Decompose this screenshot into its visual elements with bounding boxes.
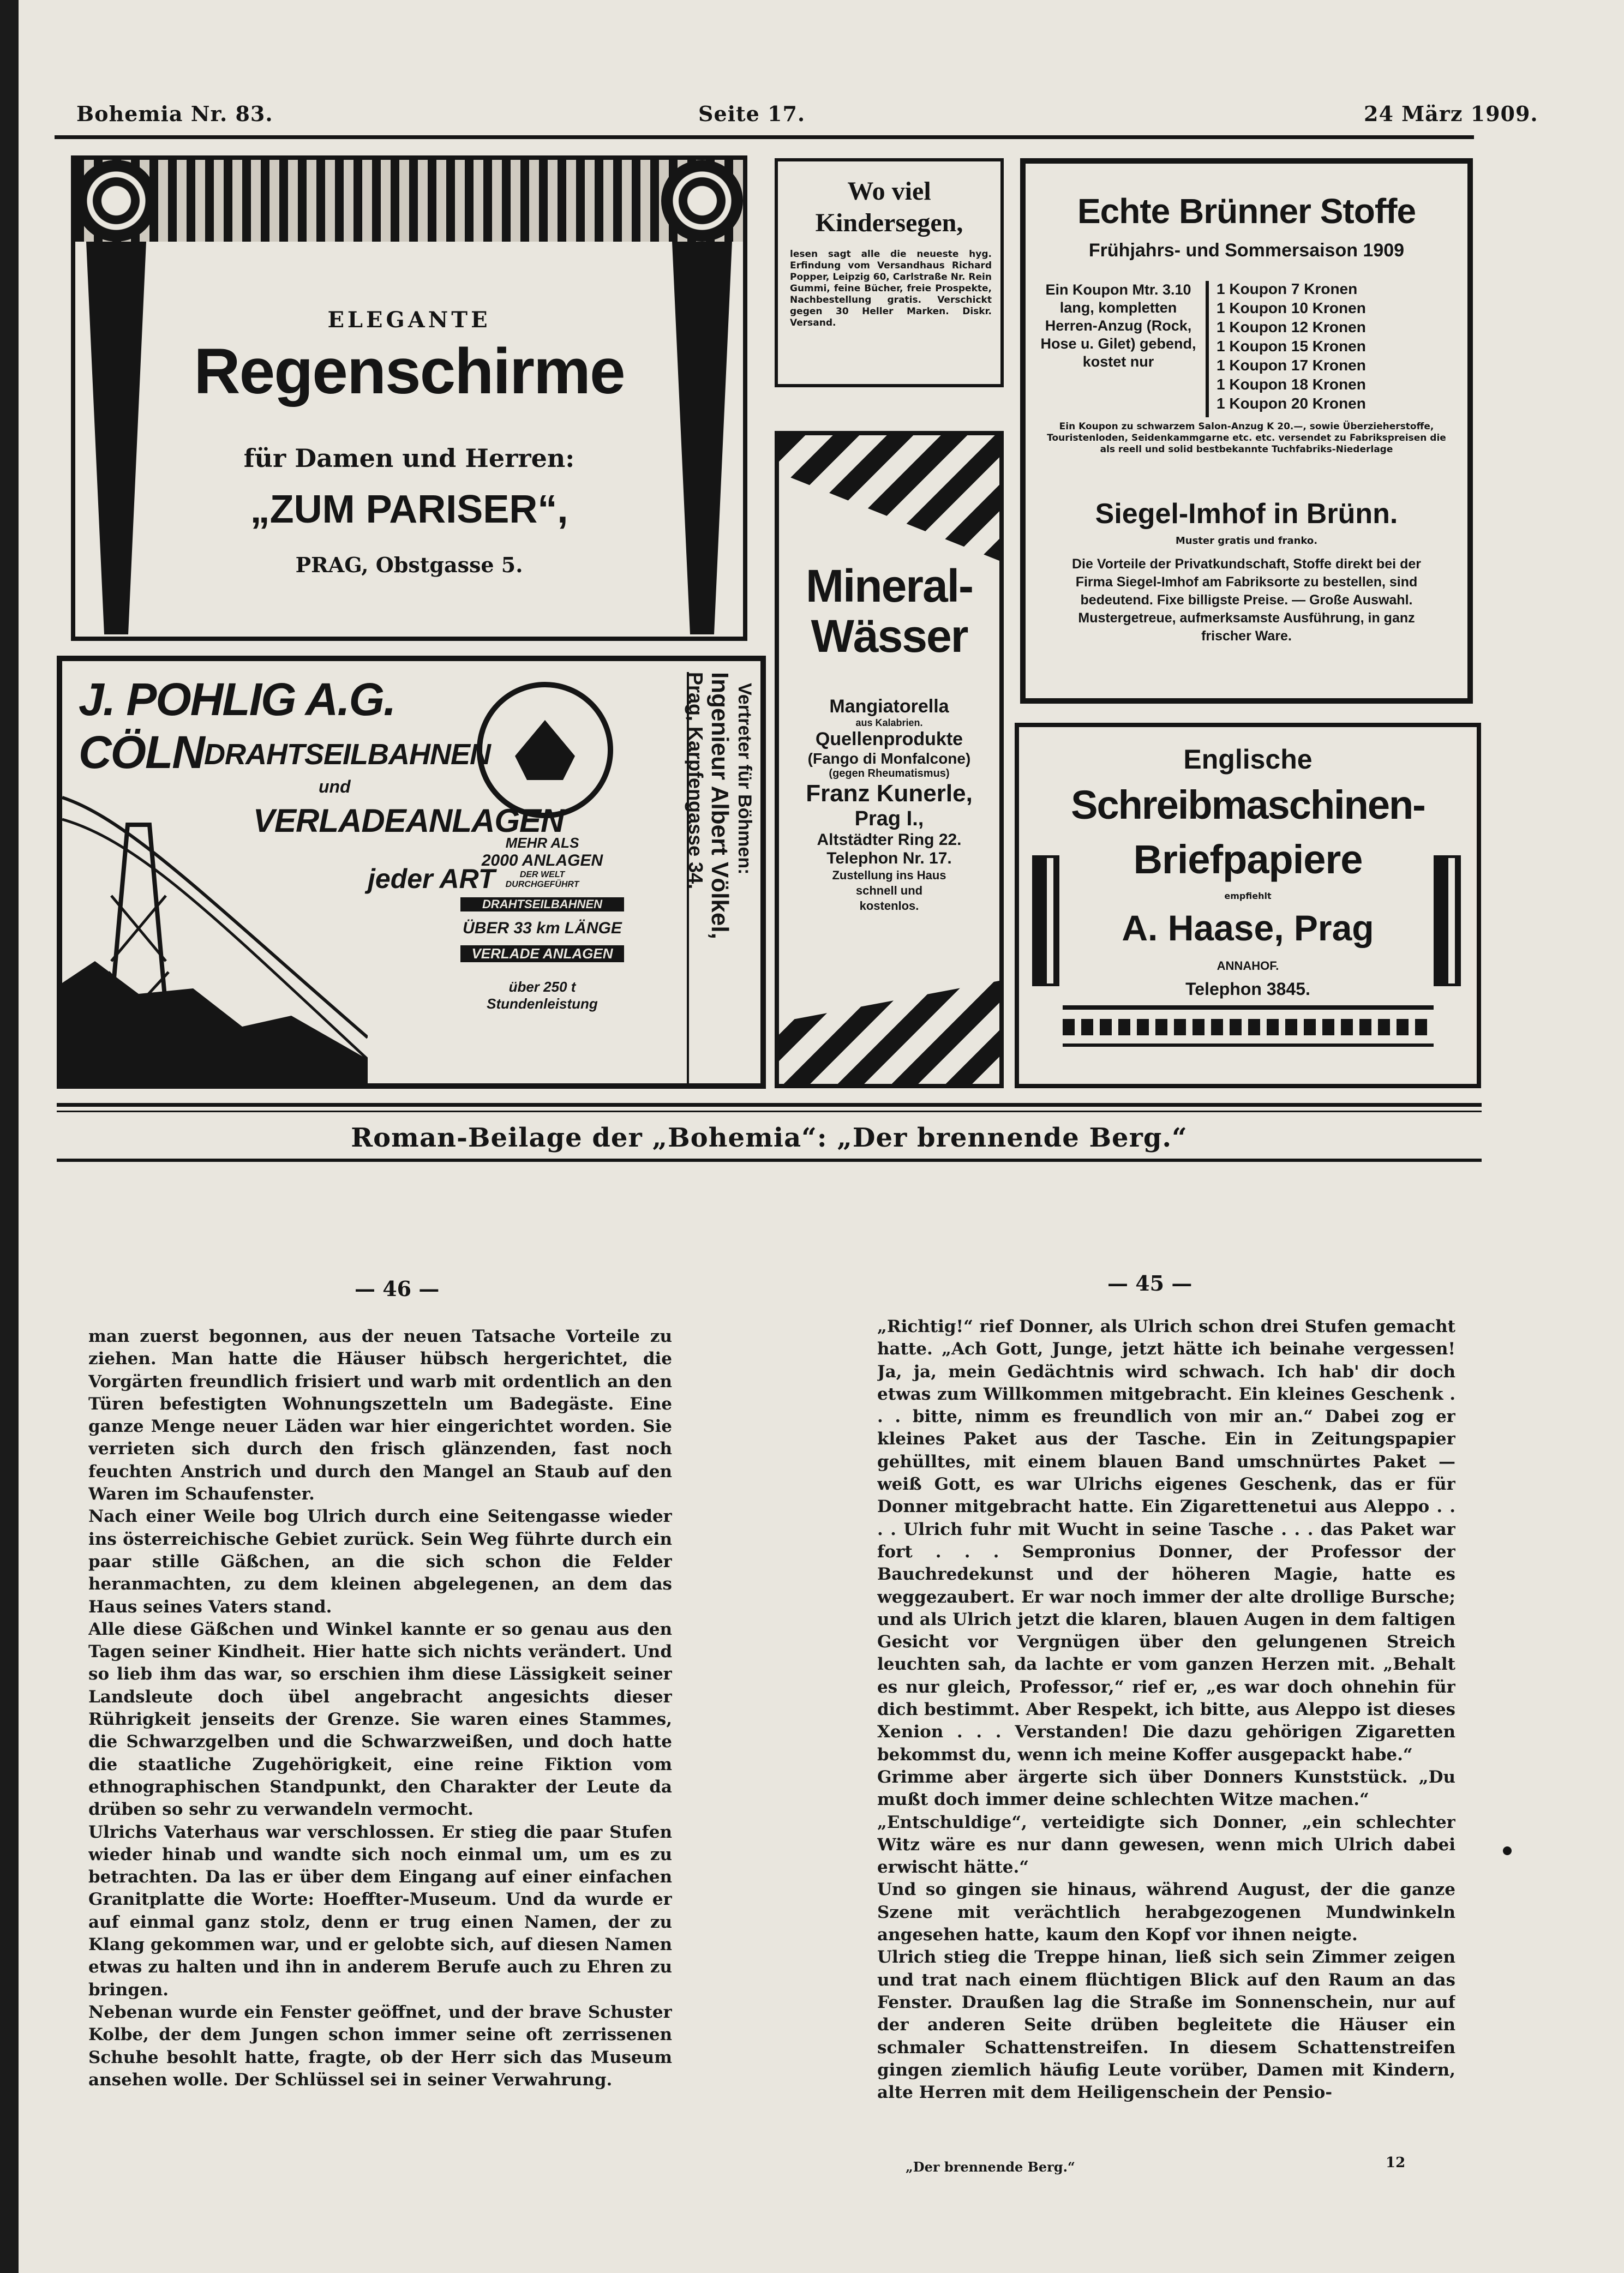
ad-bruenner-firm: Siegel-Imhof in Brünn.: [1095, 498, 1398, 530]
right-page-number: — 45 —: [1107, 1271, 1192, 1296]
ad-kindersegen-body: lesen sagt alle die neueste hyg. Erfindung vom Versandhaus Richard Popper, Leipzig 60, Carlstraße Nr. Rein Gummi, feine Bücher, freie Prospekte, Nachbestellung gratis. Verschickt gegen 30 Heller Marken. Diskr. Versand.: [790, 249, 992, 328]
haase-border-squares: [1063, 1019, 1434, 1035]
header-page: Seite 17.: [698, 101, 806, 126]
fact: ÜBER 33 km LÄNGE: [463, 919, 622, 937]
ad-pohlig-sub4: jeder ART: [368, 863, 495, 894]
ad-pohlig: [57, 656, 766, 1089]
ad-bruenner-title: Echte Brünner Stoffe: [1077, 191, 1416, 231]
ad-mineral-l5: (gegen Rheumatismus): [829, 767, 950, 779]
ad-pohlig-title: J. POHLIG A.G. CÖLN: [79, 674, 395, 778]
ad-mineral-l7: Prag I.,: [854, 807, 924, 830]
fact: MEHR ALS: [505, 835, 579, 851]
ad-haase-l2: Schreibmaschinen-: [1071, 782, 1425, 827]
ornament-top: [75, 160, 743, 242]
price-line: 1 Koupon 17 Kronen: [1216, 357, 1366, 374]
ad-umbrella-title: Regenschirme: [194, 335, 625, 407]
ad-kindersegen-title: Wo viel Kindersegen,: [815, 177, 963, 237]
ad-kindersegen: [775, 158, 1004, 387]
roman-beilage-header: Roman-Beilage der „Bohemia“: „Der brennende Berg.“: [351, 1123, 1188, 1153]
ad-pohlig-sub1: DRAHTSEILBAHNEN: [204, 738, 490, 771]
price-line: 1 Koupon 7 Kronen: [1216, 280, 1358, 297]
header-rule: [55, 135, 1474, 139]
cableway-illustration: [62, 732, 368, 1089]
ad-bruenner-prices: [1216, 279, 1462, 413]
haase-rule-bottom: [1063, 1043, 1434, 1047]
ad-haase-firm: A. Haase, Prag: [1122, 908, 1374, 948]
ad-haase-l7: Telephon 3845.: [1185, 979, 1310, 999]
ad-mineral-l3: Quellenprodukte: [815, 729, 963, 749]
ad-umbrella-store: „ZUM PARISER“,: [250, 488, 568, 531]
ad-voelkel-line1: Vertreter für Böhmen:: [734, 683, 755, 875]
header-issue: Bohemia Nr. 83.: [76, 101, 273, 126]
section-rule-top-thin: [57, 1111, 1482, 1112]
ad-pohlig-facts: [460, 835, 624, 1012]
left-column-text: man zuerst begonnen, aus der neuen Tatsache Vorteile zu ziehen. Man hatte die Häuser hübsch hergerichtet, die Vorgärten freundlich frisiert und warb mit ordentlich an den Türen befestigten Wohnungszetteln um Badegäste. Eine ganze Menge neuer Läden war hier eingerichtet worden. Sie verrieten sich durch den frisch glänzenden, fast noch feuchten Anstrich und durch den Mangel an Staub auf den Waren im Schaufenster. Nach einer Weile bog Ulrich durch eine Seitengasse wieder ins österreichische Gebiet zurück. Sein Weg führte durch ein paar stille Gäßchen, an die sich schon die Felder heranmachten, zu dem kleinen abgelegenen, an dem das Haus seines Vaters stand. Alle diese Gäßchen und Winkel kannte er so genau aus den Tagen seiner Kindheit. Hier hatte sich nichts verändert. Und so lieb ihm das war, so erschien ihm diese Lässigkeit seiner Landsleute doch übel angebracht angesichts dieser Rührigkeit jenseits der Grenze. Sie waren eines Stammes, die Schwarzgelben und die Schwarzweißen, und doch hatte die staatliche Zugehörigkeit, eine reine Fiktion vom ethnographischen Standpunkt, den Charakter der Leute da drüben so sehr zu verwandeln vermocht. Ulrichs Vaterhaus war verschlossen. Er stieg die paar Stufen wieder hinab und wandte sich noch einmal um, um es zu betrachten. Da las er über dem Eingang auf einer einfachen Granitplatte die Worte: Hoeffter-Museum. Und da wurde er auf einmal ganz stolz, denn er trug einen Namen, der zu Klang gekommen war, und er gelobte sich, auf diesen Namen etwas zu halten und ihn in anderem Berufe auch zu Ehren zu bringen. Nebenan wurde ein Fenster geöffnet, und der brave Schuster Kolbe, der dem Jungen schon immer seine oft zerrissenen Schuhe besohlt hatte, fragte, ob der Herr sich das Museum ansehen wolle. Der Schlüssel sei in seiner Verwahrung.: [88, 1327, 672, 2090]
margin-dot: [1503, 1846, 1512, 1855]
price-line: 1 Koupon 15 Kronen: [1216, 338, 1366, 355]
price-line: 1 Koupon 20 Kronen: [1216, 395, 1366, 412]
fact: VERLADE ANLAGEN: [460, 945, 624, 962]
stripe-bottom: [779, 981, 999, 1084]
ornament-left-icon: [75, 160, 157, 242]
ad-bruenner-extra: Ein Koupon zu schwarzem Salon-Anzug K 20.—, sowie Überzieherstoffe, Touristenloden, Seidenkammgarne etc. etc. versendet zu Fabrikspreisen die als reell und solid bestbekannte Tuchfabriks-Niederlage: [1047, 421, 1446, 455]
pillar-left: [86, 242, 146, 634]
ad-haase-l1: Englische: [1183, 744, 1313, 775]
ad-umbrella-line3: für Damen und Herren:: [243, 443, 575, 473]
ad-haase: [1015, 723, 1481, 1088]
ad-bruenner-offer: Ein Koupon Mtr. 3.10 lang, kompletten Herren-Anzug (Rock, Hose u. Gilet) gebend, kostet nur: [1040, 281, 1196, 370]
header-date: 24 März 1909.: [1364, 101, 1538, 126]
ad-haase-l3: Briefpapiere: [1133, 837, 1363, 882]
fact: über 250 t Stundenleistung: [487, 979, 598, 1012]
ad-umbrella-address: PRAG, Obstgasse 5.: [295, 553, 523, 577]
ad-mineral-l1: Mangiatorella: [829, 696, 949, 717]
fact: 2000 ANLAGEN: [481, 851, 603, 869]
stripe-top: [779, 435, 999, 561]
bucket-emblem-icon: [477, 682, 613, 818]
ad-bruenner-stoffe: [1020, 158, 1473, 704]
pillar-right: [672, 242, 732, 634]
ad-voelkel-line3: Prag, Karpfengasse 34.: [685, 672, 707, 890]
ad-bruenner-subtitle: Frühjahrs- und Sommersaison 1909: [1088, 240, 1405, 261]
ad-pohlig-sub3: VERLADEANLAGEN: [253, 802, 564, 839]
ad-mineral-body: [784, 696, 994, 914]
ad-mineral-l10: Zustellung ins Haus schnell und kostenlos.: [832, 868, 946, 913]
right-footer-title: „Der brennende Berg.“: [906, 2159, 1075, 2175]
fact: DER WELT: [519, 870, 565, 879]
ad-mineral-l6: Franz Kunerle,: [806, 780, 973, 807]
ad-mineral-l4: (Fango di Monfalcone): [807, 750, 971, 767]
ad-bruenner-body: Die Vorteile der Privatkundschaft, Stoffe direkt bei der Firma Siegel-Imhof am Fabriksorte zu bestellen, sind bedeutend. Fixe billigste Preise. — Große Auswahl. Mustergetreue, aufmerksamste Ausführung, in ganz frischer Ware.: [1072, 556, 1421, 644]
ad-mineral-title: Mineral-Wässer: [805, 560, 973, 662]
price-line: 1 Koupon 18 Kronen: [1216, 376, 1366, 393]
ad-mineral-l2: aus Kalabrien.: [855, 717, 923, 728]
fact: DURCHGEFÜHRT: [505, 880, 579, 889]
ornament-right-icon: [661, 160, 743, 242]
left-page-number: — 46 —: [355, 1276, 440, 1301]
price-line: 1 Koupon 12 Kronen: [1216, 319, 1366, 335]
ad-mineral-l8: Altstädter Ring 22.: [817, 831, 962, 849]
ad-haase-l6: ANNAHOF.: [1216, 959, 1279, 973]
ad-umbrella-line1: ELEGANTE: [327, 307, 491, 333]
haase-rule: [1063, 1005, 1434, 1010]
ad-pohlig-sub2: und: [319, 777, 351, 796]
section-rule-top: [57, 1103, 1482, 1107]
ad-umbrellas: [71, 155, 747, 641]
price-line: 1 Koupon 10 Kronen: [1216, 299, 1366, 316]
fact: DRAHTSEILBAHNEN: [460, 897, 624, 911]
right-footer-number: 12: [1386, 2155, 1406, 2171]
ad-bruenner-divider: [1206, 281, 1209, 417]
ad-bruenner-muster: Muster gratis und franko.: [1175, 535, 1318, 547]
ad-voelkel-line2: Ingenieur Albert Völkel,: [706, 672, 733, 939]
section-rule-bottom: [57, 1159, 1482, 1162]
right-column-text: „Richtig!“ rief Donner, als Ulrich schon drei Stufen gemacht hatte. „Ach Gott, Junge, jetzt hätte ich beinahe vergessen! Ja, ja, mein Gedächtnis wird schwach. Ich hab' dir doch etwas zum Willkommen mitgebracht. Ein kleines Geschenk . . . bitte, nimm es freundlich von mir an.“ Dabei zog er kleines Paket aus der Tasche. Ein in Zeitungspapier gehülltes, mit einem blauen Band umschnürtes Paket — weiß Gott, es war Ulrichs eigenes Geschenk, das er für Donner mitgebracht hatte. Ein Zigarettenetui aus Aleppo . . . . Ulrich fuhr mit Wucht in seine Tasche . . . das Paket war fort . . . Sempronius Donner, der Professor der Bauchredekunst und der höheren Magie, hatte es weggezaubert. Er war noch immer der alte drollige Bursche; und als Ulrich jetzt die klaren, blauen Augen in dem faltigen Gesicht vor Vergnügen über den gelungenen Streich leuchten sah, da lachte er vom ganzen Herzen mit. „Behalt es nur gleich, Professor,“ rief er, „es war doch ohnehin für dich bestimmt. Aber Respekt, ich bitte, aus Aleppo ist dieses Xenion . . . Verstanden! Die dazu gehörigen Zigaretten bekommst du, wenn ich meine Koffer ausgepackt habe.“ Grimme aber ärgerte sich über Donners Kunststück. „Du mußt doch immer deine schlechten Witze machen.“ „Entschuldige“, verteidigte sich Donner, „ein schlechter Witz wäre es nur dann gewesen, wenn mich Ulrich dabei erwischt hätte.“ Und so gingen sie hinaus, während August, der die ganze Szene mit verächtlich herabgezogenen Mundwinkeln angesehen hatte, kaum den Kopf vor ihnen neigte. Ulrich stieg die Treppe hinan, ließ sich sein Zimmer zeigen und trat nach einem flüchtigen Blick auf den Raum an das Fenster. Draußen lag die Straße im Sonnenschein, nur auf der anderen Seite drüben begleitete die Häuser ein schmaler Schattenstreifen. In diesem Schattenstreifen gingen ziemlich häufig Leute vorüber, Damen mit Kindern, alte Herren mit dem Heiligenschein der Pensio-: [877, 1317, 1455, 2103]
scan-edge: [0, 0, 19, 2273]
ad-mineral-l9: Telephon Nr. 17.: [826, 849, 952, 867]
ad-mineral-water: [775, 431, 1004, 1088]
ad-haase-l4: empfiehlt: [1224, 891, 1272, 901]
